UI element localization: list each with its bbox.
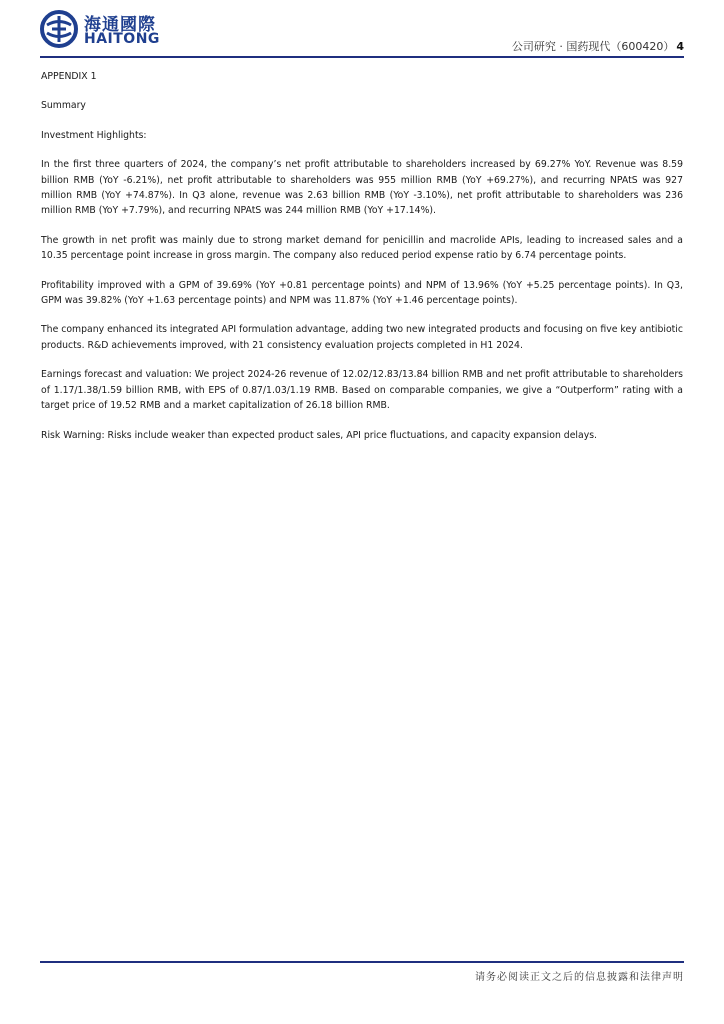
paragraph-results: In the first three quarters of 2024, the company’s net profit attributable to shareholders increased by 69.27% YoY. Revenue was 8.59 billion RMB (YoY -6.21%), net profit attributable to shareholders was 955 million RMB (YoY +69.27%), and recurring NPAtS was 927 million RMB (YoY +74.87%). In Q3 alone, revenue was 2.63 billion RMB (YoY -3.10%), net profit attributable to shareholders was 236 million RMB (YoY +7.79%), and recurring NPAtS was 244 million RMB (YoY +17.14%).	[41, 159, 683, 217]
haitong-logo	[40, 8, 170, 54]
report-label: 公司研究 · 国药现代（600420）	[511, 40, 675, 53]
appendix-heading: APPENDIX 1	[41, 71, 97, 82]
footer-disclaimer: 请务必阅读正文之后的信息披露和法律声明	[475, 972, 684, 983]
logo-chinese-name: 海通國際	[84, 15, 156, 35]
header-divider	[40, 56, 684, 58]
summary-heading: Summary	[41, 100, 86, 112]
highlights-heading: Investment Highlights:	[41, 129, 147, 141]
haitong-logo-icon	[40, 10, 78, 48]
paragraph-risk-warning: Risk Warning: Risks include weaker than expected product sales, API price fluctuations, and capacity expansion delays.	[41, 429, 597, 441]
paragraph-integration: The company enhanced its integrated API formulation advantage, adding two new integrated products and focusing on five key antibiotic products. R&D achievements improved, with 21 consistency evaluation projects completed in H1 2024.	[41, 324, 683, 351]
page-header	[40, 8, 684, 60]
paragraph-profitability: Profitability improved with a GPM of 39.69% (YoY +0.81 percentage points) and NPM of 13.96% (YoY +5.25 percentage points). In Q3, GPM was 39.82% (YoY +1.63 percentage points) and NPM was 11.87% (YoY +1.46 percentage points).	[41, 279, 683, 307]
logo-english-name: HAITONG	[84, 31, 160, 47]
paragraph-growth-drivers: The growth in net profit was mainly due to strong market demand for penicillin and macrolide APIs, leading to increased sales and a 10.35 percentage point increase in gross margin. The company also reduced period expense ratio by 6.74 percentage points.	[41, 234, 683, 262]
report-header-label	[512, 38, 684, 54]
page-number: 4	[676, 40, 684, 53]
footer-divider	[40, 961, 684, 963]
report-body	[41, 69, 683, 457]
paragraph-forecast: Earnings forecast and valuation: We project 2024-26 revenue of 12.02/12.83/13.84 billion RMB and net profit attributable to shareholders of 1.17/1.38/1.59 billion RMB, with EPS of 0.87/1.03/1.19 RMB. Based on comparable companies, we give a “Outperform” rating with a target price of 19.52 RMB and a market capitalization of 26.18 billion RMB.	[41, 369, 683, 412]
